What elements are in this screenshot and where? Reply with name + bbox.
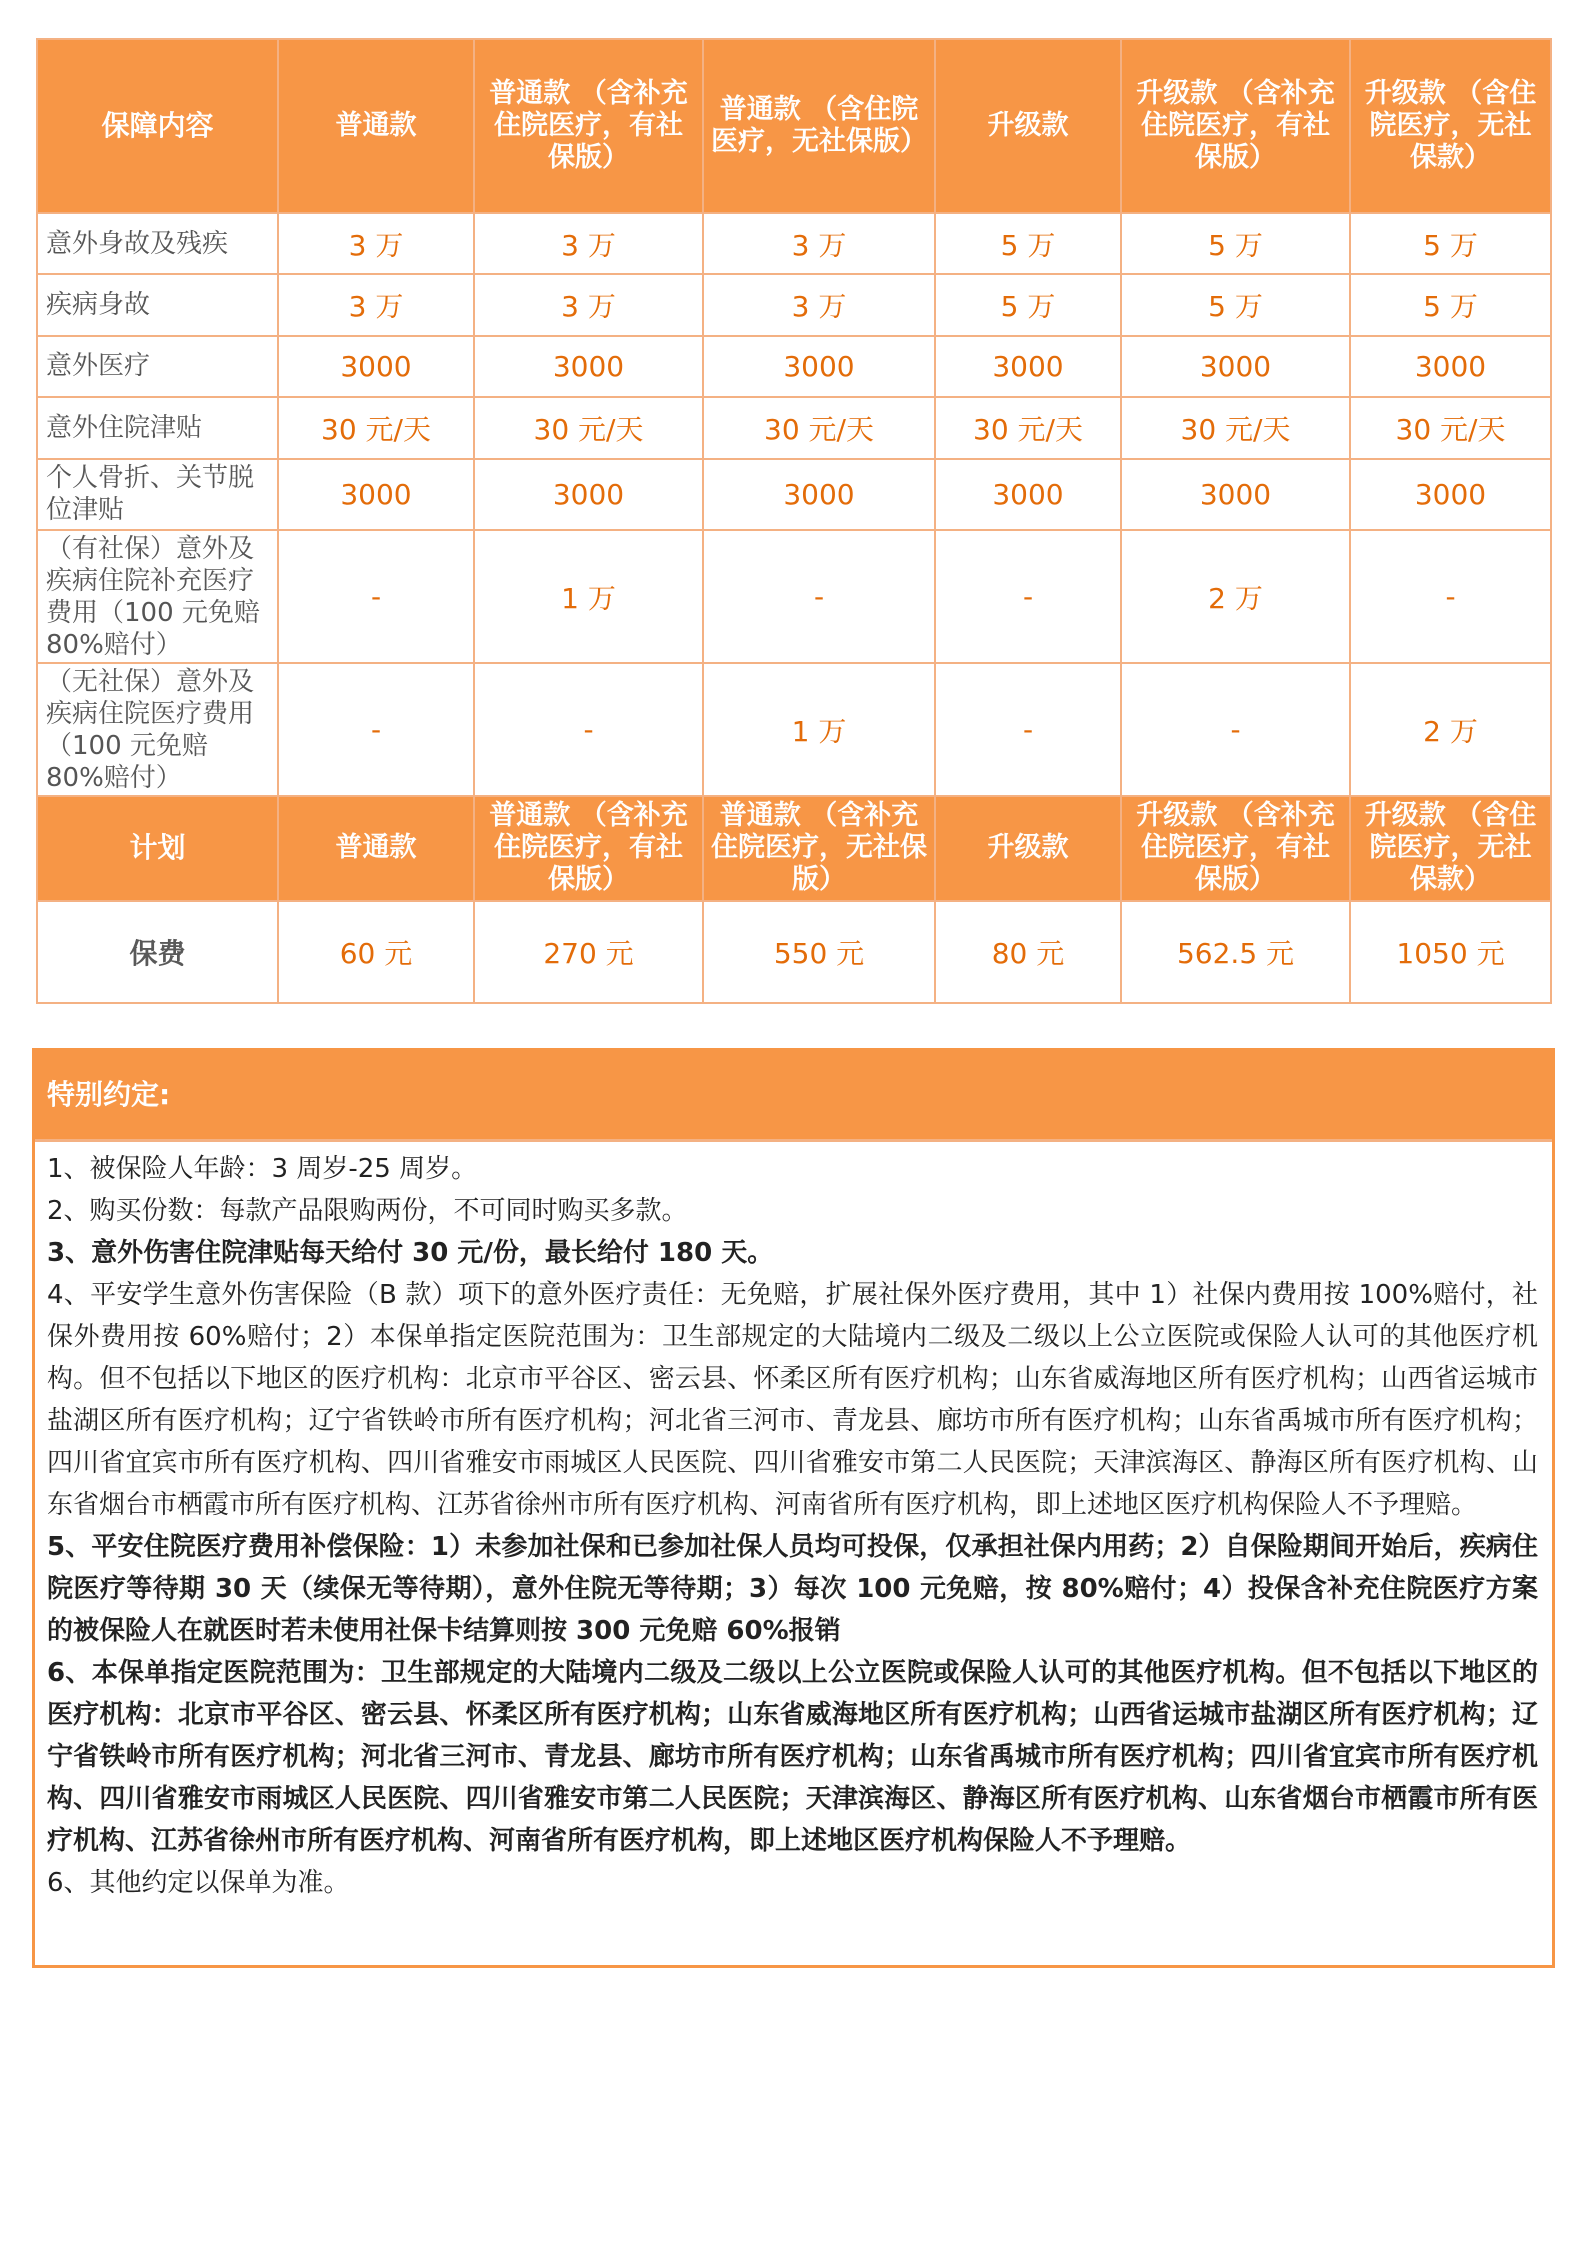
coverage-label: （无社保）意外及疾病住院医疗费用（100 元免赔 80%赔付）	[37, 663, 278, 796]
table-row	[37, 459, 1551, 531]
coverage-value: -	[278, 530, 474, 663]
plan-name-5: 升级款 （含补充住院医疗，有社保版）	[1121, 796, 1350, 900]
special-term-item: 2、购买份数：每款产品限购两份，不可同时购买多款。	[47, 1196, 688, 1226]
plan-name-2: 普通款 （含补充住院医疗，有社保版）	[474, 796, 703, 900]
table-row	[37, 663, 1551, 796]
coverage-value: 3000	[1350, 459, 1551, 531]
header-coverage-content: 保障内容	[37, 39, 278, 213]
premium-value: 80 元	[935, 901, 1121, 1003]
coverage-value: -	[703, 530, 935, 663]
coverage-value: 5 万	[1350, 213, 1551, 274]
premium-value: 1050 元	[1350, 901, 1551, 1003]
special-term-item: 3、意外伤害住院津贴每天给付 30 元/份，最长给付 180 天。	[47, 1238, 774, 1268]
premium-value: 550 元	[703, 901, 935, 1003]
coverage-value: -	[935, 530, 1121, 663]
special-terms-list	[35, 1142, 1552, 1904]
coverage-value: 3 万	[278, 213, 474, 274]
table-row	[37, 274, 1551, 335]
coverage-value: 5 万	[935, 213, 1121, 274]
plan-label: 计划	[37, 796, 278, 900]
coverage-value: 30 元/天	[703, 397, 935, 458]
coverage-value: 3 万	[474, 274, 703, 335]
coverage-value: 3000	[278, 459, 474, 531]
special-term-item: 1、被保险人年龄：3 周岁-25 周岁。	[47, 1154, 478, 1184]
premium-row	[37, 901, 1551, 1003]
coverage-label: 个人骨折、关节脱位津贴	[37, 459, 278, 531]
plan-name-1: 普通款	[278, 796, 474, 900]
coverage-body	[37, 213, 1551, 796]
coverage-value: 1 万	[474, 530, 703, 663]
coverage-value: 3000	[474, 459, 703, 531]
coverage-label: （有社保）意外及疾病住院补充医疗费用（100 元免赔 80%赔付）	[37, 530, 278, 663]
coverage-value: 3000	[703, 336, 935, 397]
coverage-value: -	[474, 663, 703, 796]
header-plan-2: 普通款 （含补充住院医疗，有社保版）	[474, 39, 703, 213]
plan-name-3: 普通款 （含补充住院医疗，无社保版）	[703, 796, 935, 900]
table-row	[37, 336, 1551, 397]
coverage-value: 3000	[935, 336, 1121, 397]
premium-value: 60 元	[278, 901, 474, 1003]
coverage-value: -	[1121, 663, 1350, 796]
coverage-value: 3000	[278, 336, 474, 397]
coverage-label: 意外身故及残疾	[37, 213, 278, 274]
coverage-value: 3 万	[278, 274, 474, 335]
plan-name-6: 升级款 （含住院医疗，无社保款）	[1350, 796, 1551, 900]
coverage-value: 2 万	[1121, 530, 1350, 663]
coverage-value: 30 元/天	[278, 397, 474, 458]
table-row	[37, 397, 1551, 458]
coverage-value: 3000	[1121, 336, 1350, 397]
table-row	[37, 530, 1551, 663]
premium-label: 保费	[37, 901, 278, 1003]
coverage-value: 3 万	[703, 274, 935, 335]
coverage-value: 5 万	[1121, 274, 1350, 335]
premium-value: 562.5 元	[1121, 901, 1350, 1003]
coverage-value: 3000	[935, 459, 1121, 531]
coverage-value: 5 万	[935, 274, 1121, 335]
coverage-value: 30 元/天	[935, 397, 1121, 458]
header-plan-5: 升级款 （含补充住院医疗，有社保版）	[1121, 39, 1350, 213]
coverage-value: 1 万	[703, 663, 935, 796]
special-terms-title: 特别约定:	[35, 1051, 1552, 1142]
coverage-value: -	[935, 663, 1121, 796]
coverage-value: 3000	[1121, 459, 1350, 531]
header-plan-6: 升级款 （含住院医疗，无社保款）	[1350, 39, 1551, 213]
coverage-value: 5 万	[1350, 274, 1551, 335]
header-plan-4: 升级款	[935, 39, 1121, 213]
special-term-item: 5、平安住院医疗费用补偿保险：1）未参加社保和已参加社保人员均可投保，仅承担社保内用药；2）自保险期间开始后，疾病住院医疗等待期 30 天（续保无等待期），意外住院无等待期；3）每次 100 元免赔，按 80%赔付；4）投保含补充住院医疗方案的被保险人在就医时若未使用社保卡结算则按 300 元免赔 60%报销	[47, 1532, 1538, 1646]
coverage-value: 30 元/天	[1350, 397, 1551, 458]
coverage-value: -	[278, 663, 474, 796]
coverage-value: 2 万	[1350, 663, 1551, 796]
table-row	[37, 213, 1551, 274]
coverage-value: 30 元/天	[1121, 397, 1350, 458]
coverage-value: 3 万	[474, 213, 703, 274]
special-terms-box	[32, 1048, 1555, 1968]
coverage-table	[36, 38, 1552, 1004]
premium-value: 270 元	[474, 901, 703, 1003]
coverage-label: 疾病身故	[37, 274, 278, 335]
coverage-value: 3000	[1350, 336, 1551, 397]
coverage-value: 5 万	[1121, 213, 1350, 274]
special-term-item: 6、其他约定以保单为准。	[47, 1868, 350, 1898]
special-term-item: 6、本保单指定医院范围为：卫生部规定的大陆境内二级及二级以上公立医院或保险人认可的其他医疗机构。但不包括以下地区的医疗机构：北京市平谷区、密云县、怀柔区所有医疗机构；山东省威海地区所有医疗机构；山西省运城市盐湖区所有医疗机构；辽宁省铁岭市所有医疗机构；河北省三河市、青龙县、廊坊市所有医疗机构；山东省禹城市所有医疗机构；四川省宜宾市所有医疗机构、四川省雅安市雨城区人民医院、四川省雅安市第二人民医院；天津滨海区、静海区所有医疗机构、山东省烟台市栖霞市所有医疗机构、江苏省徐州市所有医疗机构、河南省所有医疗机构，即上述地区医疗机构保险人不予理赔。	[47, 1658, 1538, 1856]
special-term-item: 4、平安学生意外伤害保险（B 款）项下的意外医疗责任：无免赔，扩展社保外医疗费用，其中 1）社保内费用按 100%赔付，社保外费用按 60%赔付；2）本保单指定医院范围为：卫生部规定的大陆境内二级及二级以上公立医院或保险人认可的其他医疗机构。但不包括以下地区的医疗机构：北京市平谷区、密云县、怀柔区所有医疗机构；山东省威海地区所有医疗机构；山西省运城市盐湖区所有医疗机构；辽宁省铁岭市所有医疗机构；河北省三河市、青龙县、廊坊市所有医疗机构；山东省禹城市所有医疗机构；四川省宜宾市所有医疗机构、四川省雅安市雨城区人民医院、四川省雅安市第二人民医院；天津滨海区、静海区所有医疗机构、山东省烟台市栖霞市所有医疗机构、江苏省徐州市所有医疗机构、河南省所有医疗机构，即上述地区医疗机构保险人不予理赔。	[47, 1280, 1538, 1520]
plan-header-row	[37, 796, 1551, 900]
coverage-value: 3 万	[703, 213, 935, 274]
coverage-value: -	[1350, 530, 1551, 663]
coverage-value: 3000	[474, 336, 703, 397]
plan-name-4: 升级款	[935, 796, 1121, 900]
coverage-value: 3000	[703, 459, 935, 531]
coverage-label: 意外住院津贴	[37, 397, 278, 458]
header-plan-3: 普通款 （含住院医疗，无社保版）	[703, 39, 935, 213]
coverage-label: 意外医疗	[37, 336, 278, 397]
coverage-header-row	[37, 39, 1551, 213]
header-plan-1: 普通款	[278, 39, 474, 213]
coverage-value: 30 元/天	[474, 397, 703, 458]
